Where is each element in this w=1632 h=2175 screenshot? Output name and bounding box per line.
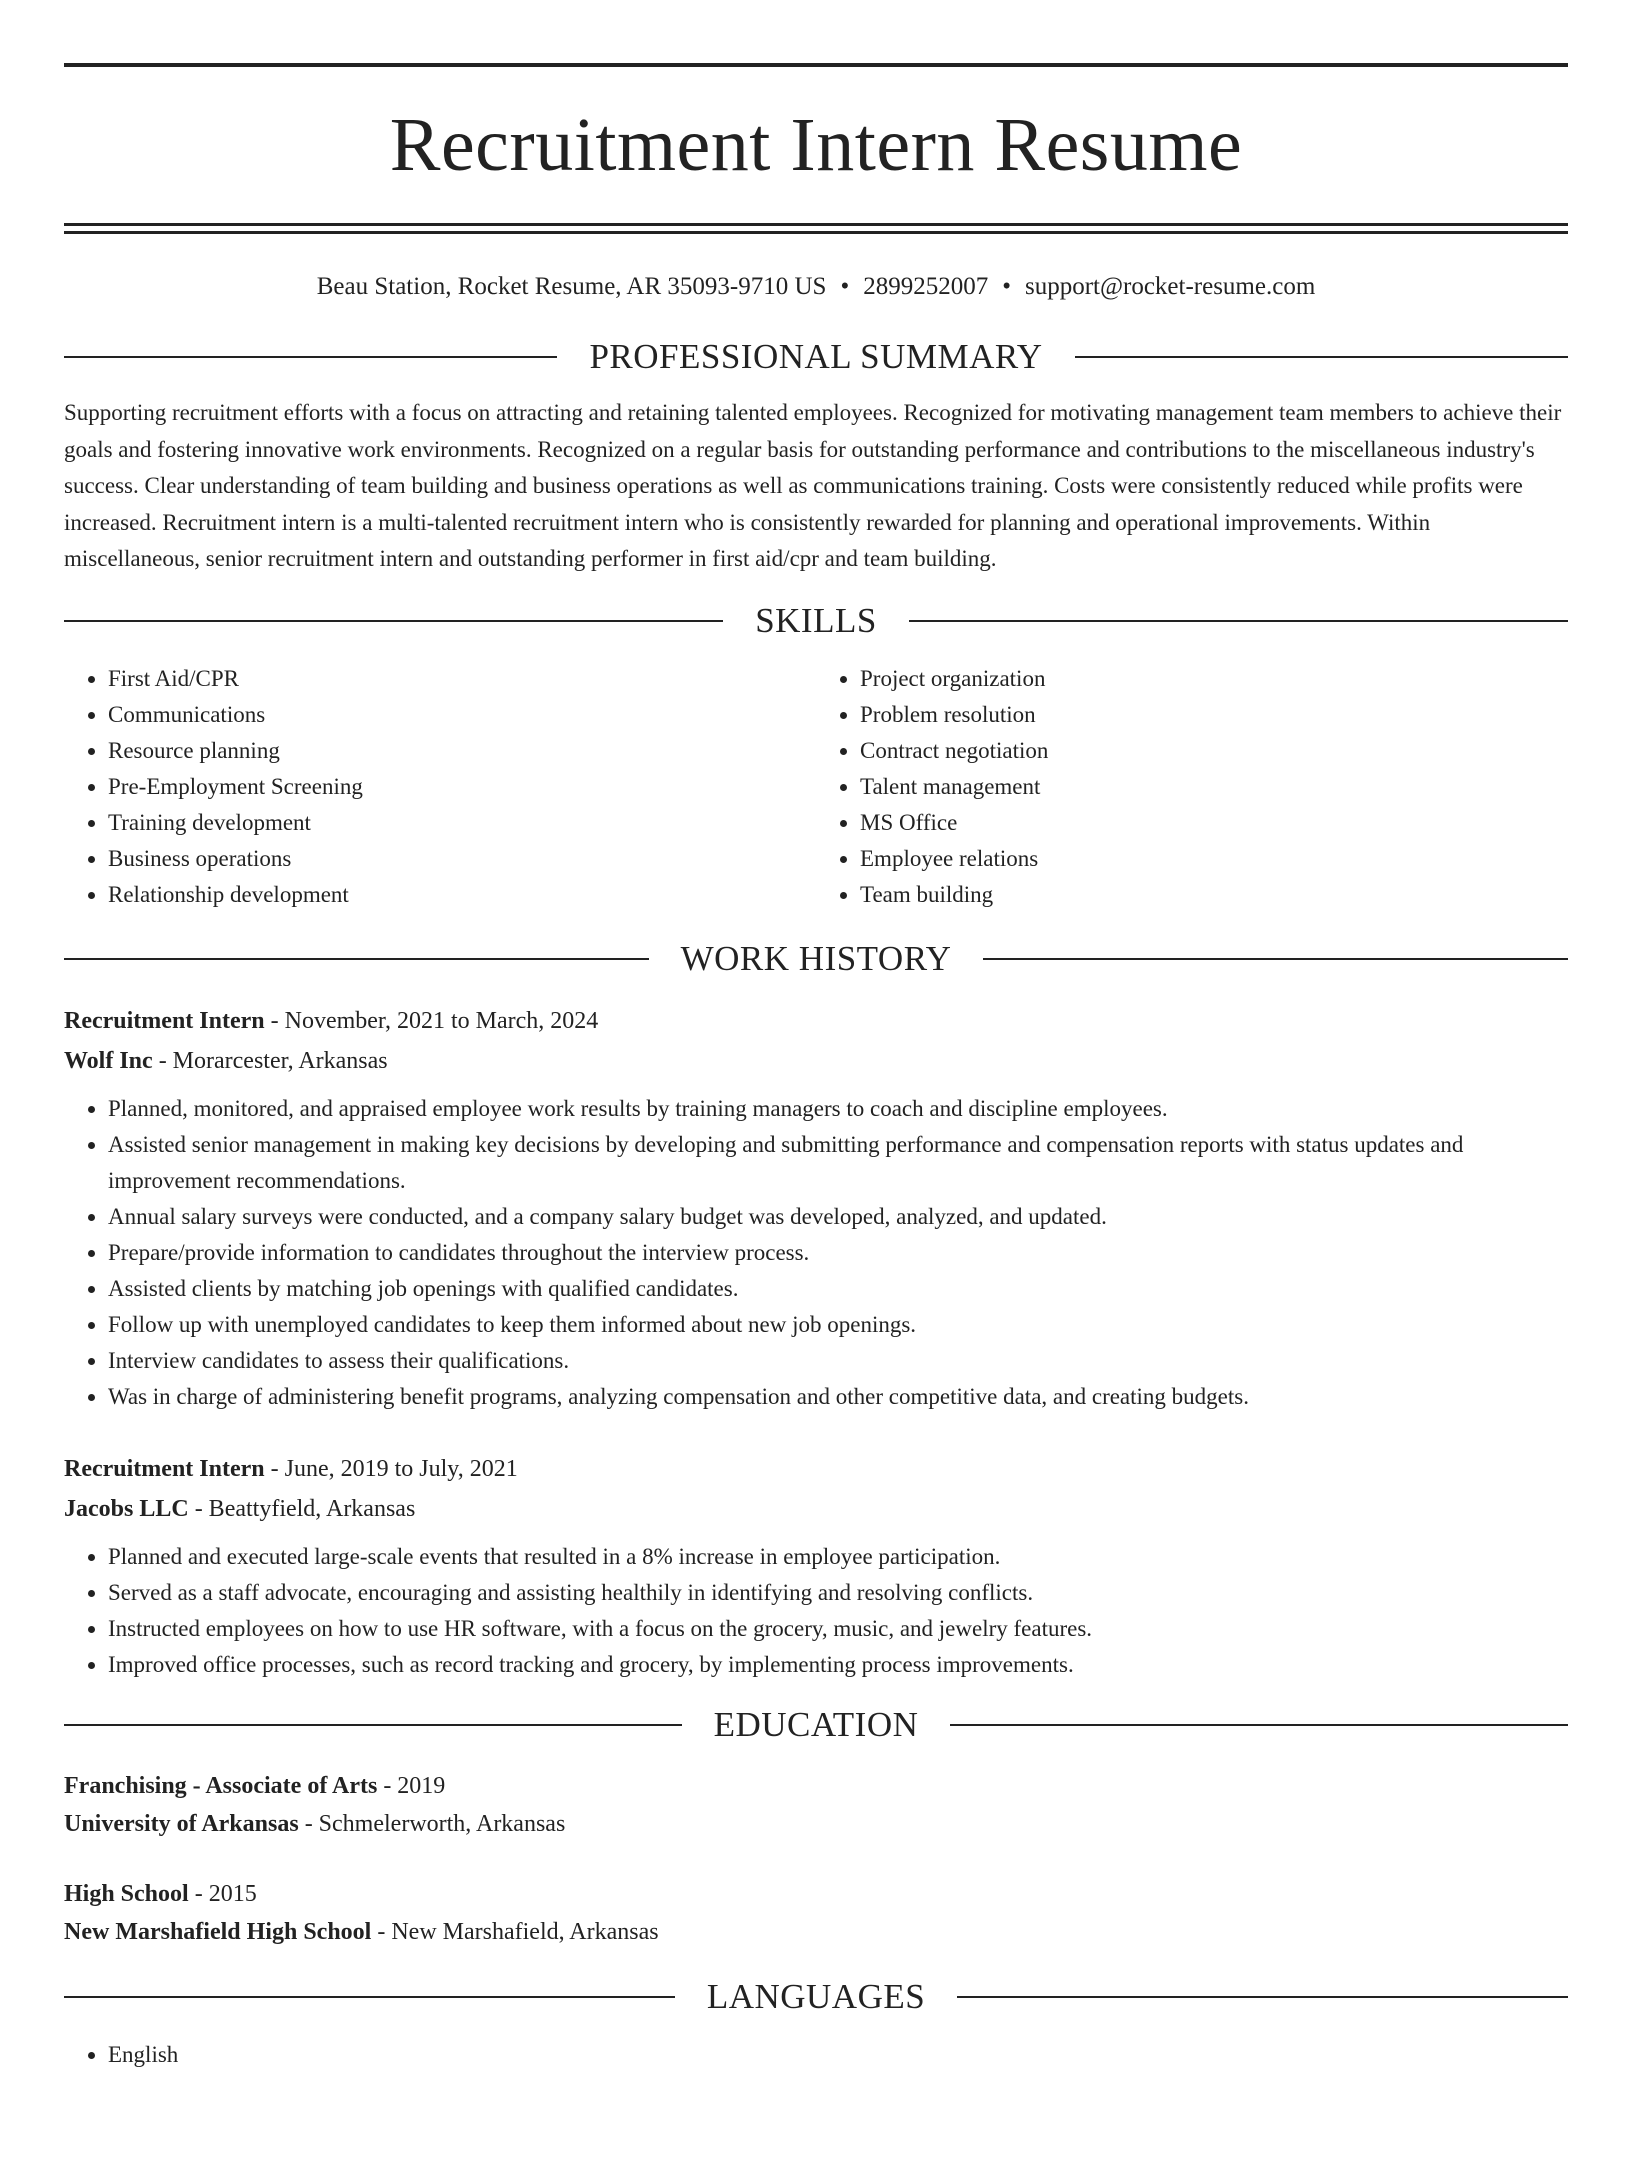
section-heading-languages — [64, 1977, 1568, 2017]
skill-item: • Employee relations — [860, 841, 1568, 877]
education-school-line — [64, 1805, 1568, 1843]
skill-item: • Problem resolution — [860, 697, 1568, 733]
section-title: WORK HISTORY — [680, 938, 952, 978]
job-entry — [64, 1001, 1568, 1415]
job-bullet: • Interview candidates to assess their qualifications. — [108, 1343, 1568, 1379]
heading-rule — [64, 1996, 675, 1998]
skill-item: • MS Office — [860, 805, 1568, 841]
job-title-line — [64, 1001, 1568, 1041]
skill-item: • Business operations — [108, 841, 816, 877]
job-title-line — [64, 1449, 1568, 1489]
job-company: Jacobs LLC — [64, 1495, 189, 1522]
job-bullet: • Prepare/provide information to candidates throughout the interview process. — [108, 1235, 1568, 1271]
skill-item: • Project organization — [860, 661, 1568, 697]
section-title: EDUCATION — [713, 1704, 919, 1744]
job-bullets — [64, 1539, 1568, 1683]
skill-item: • Talent management — [860, 769, 1568, 805]
heading-rule — [983, 958, 1568, 960]
job-entry — [64, 1449, 1568, 1683]
skills-column-right — [816, 661, 1568, 913]
skill-item: • Communications — [108, 697, 816, 733]
education-entry — [64, 1875, 1568, 1951]
summary-text: Supporting recruitment efforts with a focus on attracting and retaining talented employees. Recognized for motivating management team members to achieve their goals and fostering innovative work environments. Recognized on a regular basis for outstanding performance and contributions to the miscellaneous industry's success. Clear understanding of team building and business operations as well as communications training. Costs were consistently reduced while profits were increased. Recruitment intern is a multi-talented recruitment intern who is consistently rewarded for planning and operational improvements. Within miscellaneous, senior recruitment intern and outstanding performer in first aid/cpr and team building. — [64, 400, 1562, 571]
title-double-rule — [64, 223, 1568, 234]
skill-item: • Training development — [108, 805, 816, 841]
section-heading-education — [64, 1705, 1568, 1745]
resume-page — [0, 63, 1632, 2175]
education-degree-line — [64, 1767, 1568, 1805]
section-heading-skills — [64, 601, 1568, 641]
heading-rule — [950, 1724, 1568, 1726]
section-heading-summary — [64, 337, 1568, 377]
job-bullet: • Follow up with unemployed candidates to keep them informed about new job openings. — [108, 1307, 1568, 1343]
education-school: New Marshafield High School — [64, 1918, 372, 1945]
skill-item: • Team building — [860, 877, 1568, 913]
heading-rule — [909, 620, 1568, 622]
education-year: - 2019 — [377, 1772, 446, 1799]
education-school: University of Arkansas — [64, 1810, 299, 1837]
contact-address: Beau Station, Rocket Resume, AR 35093-9710 US — [316, 273, 827, 300]
job-bullet: • Served as a staff advocate, encouraging and assisting healthily in identifying and resolving conflicts. — [108, 1575, 1568, 1611]
skills-column-left — [64, 661, 816, 913]
education-school-line — [64, 1913, 1568, 1951]
skill-item: • Relationship development — [108, 877, 816, 913]
languages-list — [64, 2037, 1568, 2073]
job-bullet: • Planned, monitored, and appraised employee work results by training managers to coach and discipline employees. — [108, 1091, 1568, 1127]
language-item: • English — [108, 2037, 1568, 2073]
contact-separator: • — [840, 273, 850, 300]
job-bullet: • Planned and executed large-scale events that resulted in a 8% increase in employee participation. — [108, 1539, 1568, 1575]
education-location: - Schmelerworth, Arkansas — [298, 1810, 566, 1837]
job-bullet: • Annual salary surveys were conducted, and a company salary budget was developed, analyzed, and updated. — [108, 1199, 1568, 1235]
job-dates: - November, 2021 to March, 2024 — [264, 1007, 599, 1034]
resume-title: Recruitment Intern Resume — [389, 103, 1243, 187]
education-degree-line — [64, 1875, 1568, 1913]
job-company: Wolf Inc — [64, 1047, 153, 1074]
heading-rule — [64, 1724, 682, 1726]
job-company-line — [64, 1041, 1568, 1081]
skill-item: • First Aid/CPR — [108, 661, 816, 697]
education-degree: Franchising - Associate of Arts — [64, 1772, 378, 1799]
section-title: SKILLS — [755, 600, 877, 640]
job-dates: - June, 2019 to July, 2021 — [264, 1455, 518, 1482]
job-bullet: • Assisted senior management in making key decisions by developing and submitting performance and compensation reports with status updates and improvement recommendations. — [108, 1127, 1568, 1199]
job-bullet: • Assisted clients by matching job openings with qualified candidates. — [108, 1271, 1568, 1307]
contact-line — [64, 271, 1568, 303]
top-rule — [64, 63, 1568, 67]
heading-rule — [64, 958, 649, 960]
heading-rule — [957, 1996, 1568, 1998]
education-entry — [64, 1767, 1568, 1843]
job-company-line — [64, 1489, 1568, 1529]
skills-list — [64, 661, 1568, 913]
job-bullets — [64, 1091, 1568, 1415]
job-location: - Beattyfield, Arkansas — [188, 1495, 416, 1522]
job-location: - Morarcester, Arkansas — [152, 1047, 388, 1074]
education-degree: High School — [64, 1880, 189, 1907]
heading-rule — [64, 620, 723, 622]
job-bullet: • Was in charge of administering benefit programs, analyzing compensation and other competitive data, and creating budgets. — [108, 1379, 1568, 1415]
job-bullet: • Instructed employees on how to use HR software, with a focus on the grocery, music, and jewelry features. — [108, 1611, 1568, 1647]
heading-rule — [64, 356, 557, 358]
job-title: Recruitment Intern — [64, 1007, 265, 1034]
job-title: Recruitment Intern — [64, 1455, 265, 1482]
heading-rule — [1075, 356, 1568, 358]
contact-email: support@rocket-resume.com — [1024, 273, 1316, 300]
education-location: - New Marshafield, Arkansas — [371, 1918, 659, 1945]
skill-item: • Pre-Employment Screening — [108, 769, 816, 805]
job-bullet: • Improved office processes, such as record tracking and grocery, by implementing process improvements. — [108, 1647, 1568, 1683]
contact-phone: 2899252007 — [863, 273, 989, 300]
section-heading-work — [64, 939, 1568, 979]
section-title: PROFESSIONAL SUMMARY — [589, 337, 1043, 376]
education-year: - 2015 — [188, 1880, 257, 1907]
skill-item: • Contract negotiation — [860, 733, 1568, 769]
skill-item: • Resource planning — [108, 733, 816, 769]
contact-separator: • — [1002, 273, 1011, 300]
section-title: LANGUAGES — [706, 1976, 926, 2016]
